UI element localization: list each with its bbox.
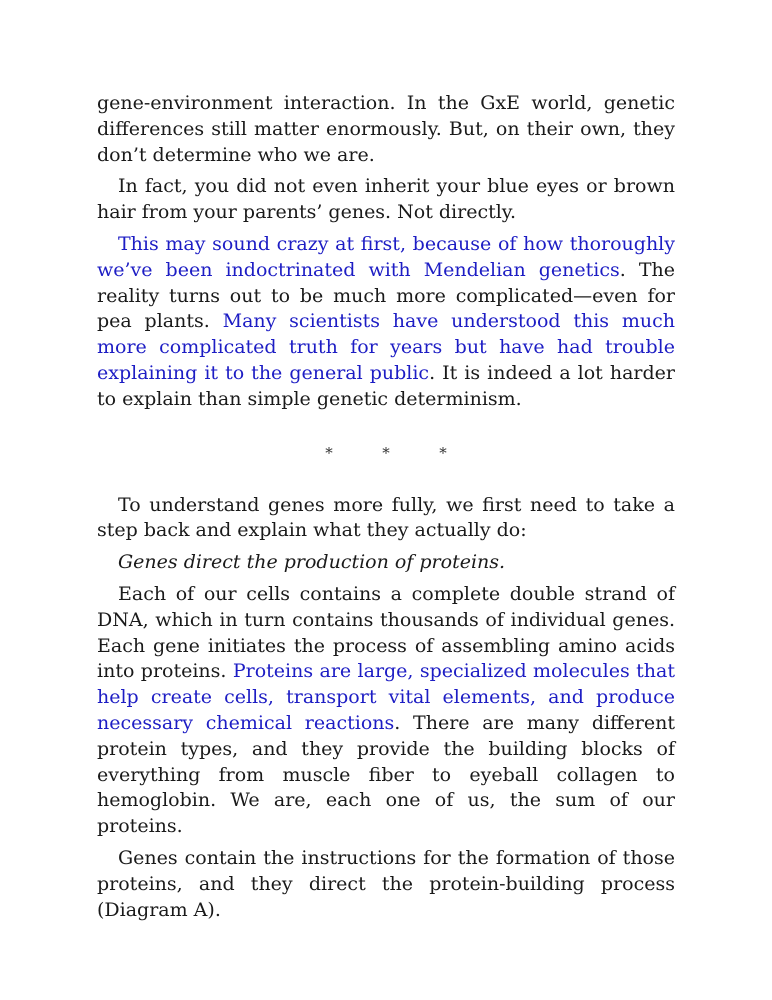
- link-proteins-definition[interactable]: Proteins are large, specialized molecules that help create cells, transport vital elements, and produce necessary chemical reactions: [97, 660, 675, 734]
- paragraph-1: gene-environment interaction. In the GxE world, genetic differences still matter enormously. But, on their own, they don’t determine who we are.: [97, 92, 675, 166]
- page-body: [97, 91, 675, 929]
- section-separator: [97, 441, 675, 467]
- paragraph-6: [97, 582, 675, 840]
- link-scientists-truth[interactable]: Many scientists have understood this much more complicated truth for years but have had trouble explaining it to the general public: [97, 310, 676, 384]
- link-mendelian-genetics[interactable]: This may sound crazy at first, because of how thoroughly we’ve been indoctrinated with Mendelian genetics: [97, 232, 675, 281]
- paragraph-3: [97, 232, 675, 413]
- separator-asterisk: *: [325, 443, 333, 462]
- paragraph-3-text-2: . It is indeed a lot harder to explain than simple genetic determinism.: [97, 361, 675, 410]
- paragraph-6-text-2: . There are many different protein types, and they provide the building blocks of everything from muscle fiber to eyeball collagen to hemoglobin. We are, each one of us, the sum of our proteins.: [97, 711, 675, 838]
- paragraph-2: In fact, you did not even inherit your blue eyes or brown hair from your parents’ genes. Not directly.: [97, 175, 675, 224]
- separator-asterisk: *: [382, 443, 390, 462]
- paragraph-5-italic: Genes direct the production of proteins.: [118, 551, 506, 574]
- separator-asterisk: *: [439, 443, 447, 462]
- paragraph-6-text-1: Each of our cells contains a complete double strand of DNA, which in turn contains thousands of individual genes. Each gene initiates the process of assembling amino acids into proteins.: [97, 582, 675, 683]
- paragraph-3-text-1: . The reality turns out to be much more complicated—even for pea plants.: [97, 258, 675, 333]
- paragraph-7: Genes contain the instructions for the formation of those proteins, and they direct the protein-building process (Diagram A).: [97, 846, 675, 921]
- paragraph-4: To understand genes more fully, we first need to take a step back and explain what they actually do:: [97, 493, 675, 542]
